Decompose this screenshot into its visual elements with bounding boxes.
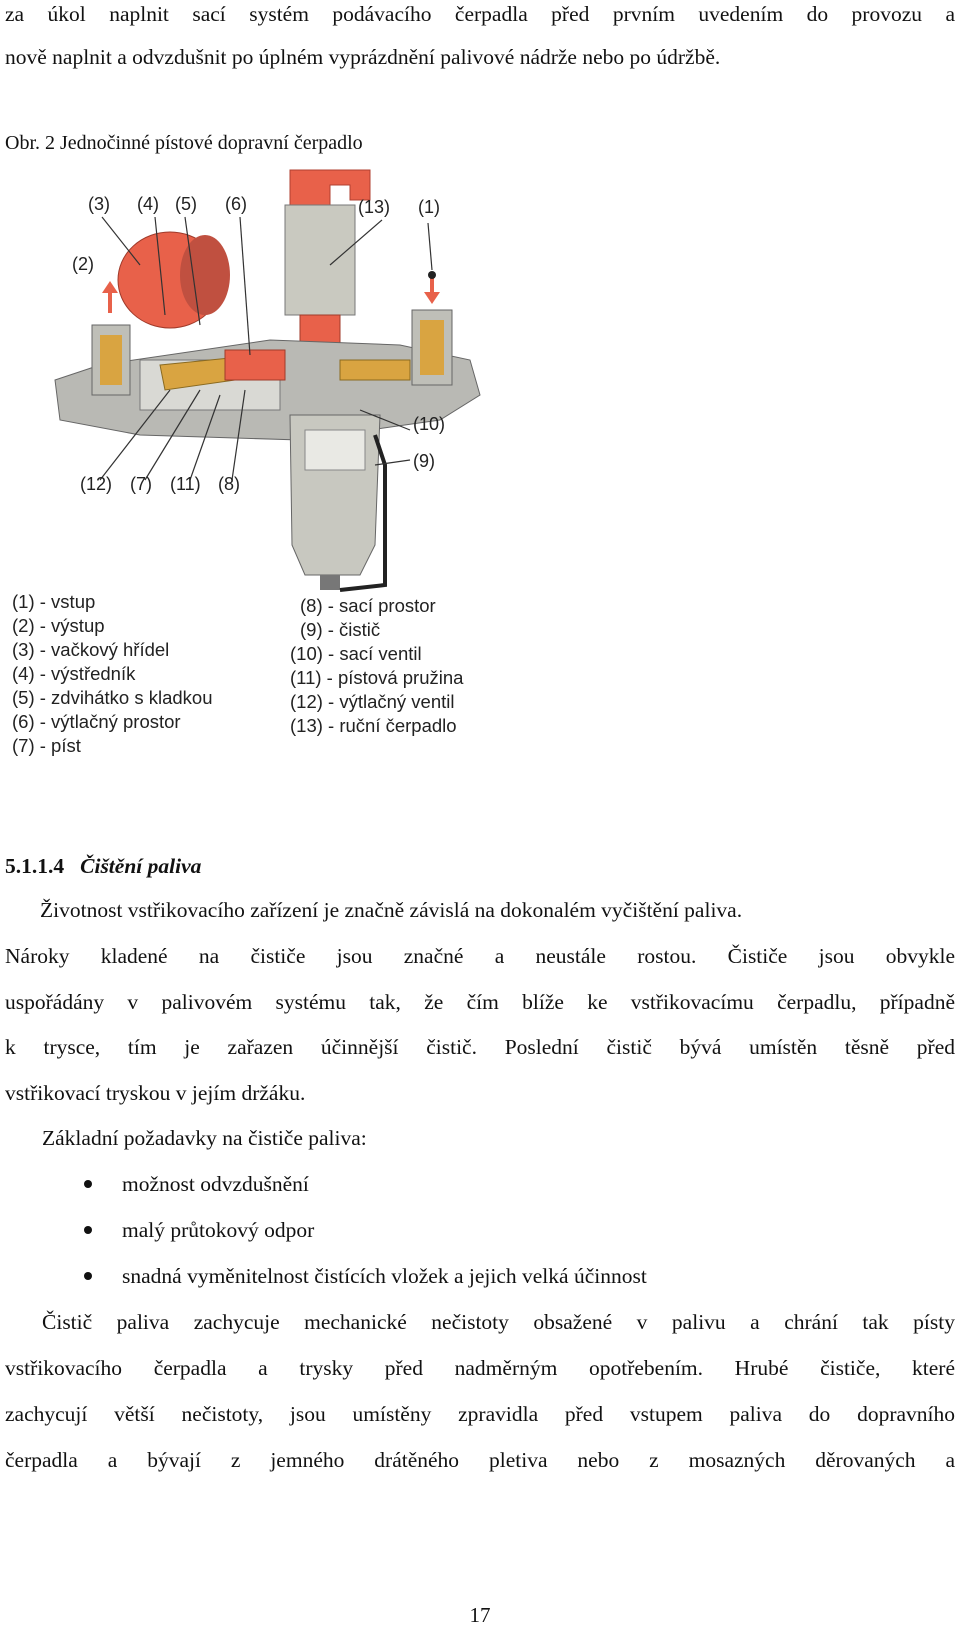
- callout: (6): [225, 194, 247, 214]
- intro-line: za úkol naplnit sací systém podávacího čerpadla před prvním uvedením do provozu a: [5, 2, 955, 26]
- hand-pump-cylinder: [285, 205, 355, 315]
- legend-item: (5) - zdvihátko s kladkou: [12, 687, 213, 708]
- callout: (1): [418, 197, 440, 217]
- figure-caption: Obr. 2 Jednočinné pístové dopravní čerpadlo: [5, 132, 363, 154]
- page-number: 17: [469, 1603, 491, 1627]
- legend-item: (4) - výstředník: [12, 663, 136, 684]
- legend-item: (12) - výtlačný ventil: [290, 691, 455, 712]
- list-item-text: snadná vyměnitelnost čistících vložek a jejich velká účinnost: [122, 1264, 647, 1288]
- list-item: [84, 1216, 314, 1244]
- pump-figure: [0, 165, 535, 805]
- paragraph-line: Čistič paliva zachycuje mechanické nečistoty obsažené v palivu a chrání tak písty: [42, 1310, 955, 1334]
- paragraph-line: k trysce, tím je zařazen účinnější čistič. Poslední čistič bývá umístěn těsně před: [5, 1035, 955, 1059]
- paragraph-line: vstřikovacího čerpadla a trysky před nadměrným opotřebením. Hrubé čističe, které: [5, 1356, 955, 1380]
- callout: (10): [413, 414, 446, 434]
- legend-item: (10) - sací ventil: [290, 643, 422, 664]
- paragraph-line: zachycují větší nečistoty, jsou umístěny zpravidla před vstupem paliva do dopravního: [5, 1402, 955, 1426]
- legend-item: (9) - čistič: [300, 619, 381, 640]
- callout: (4): [137, 194, 159, 214]
- legend-item: (6) - výtlačný prostor: [12, 711, 181, 732]
- legend-item: (13) - ruční čerpadlo: [290, 715, 457, 736]
- callout: (8): [218, 474, 240, 494]
- bullet-icon: [84, 1272, 92, 1280]
- paragraph-line: Nároky kladené na čističe jsou značné a neustále rostou. Čističe jsou obvykle: [5, 944, 955, 968]
- callout: (7): [130, 474, 152, 494]
- callout: (9): [413, 451, 435, 471]
- pump-diagram: [0, 165, 535, 805]
- list-item-text: malý průtokový odpor: [122, 1218, 315, 1242]
- legend-item: (7) - píst: [12, 735, 81, 756]
- paragraph-line: čerpadla a bývají z jemného drátěného pletiva nebo z mosazných děrovaných a: [5, 1448, 955, 1472]
- callout: (3): [88, 194, 110, 214]
- callout: (11): [170, 474, 201, 494]
- legend-item: (2) - výstup: [12, 615, 105, 636]
- intro-line: nově naplnit a odvzdušnit po úplném vyprázdnění palivové nádrže nebo po údržbě.: [5, 45, 721, 69]
- section-number: 5.1.1.4: [5, 854, 65, 878]
- paragraph-line: Životnost vstřikovacího zařízení je značně závislá na dokonalém vyčištění paliva.: [40, 898, 743, 922]
- callout: (5): [175, 194, 197, 214]
- bullet-icon: [84, 1180, 92, 1188]
- list-item-text: možnost odvzdušnění: [122, 1172, 309, 1196]
- paragraph-line: vstřikovací tryskou v jejím držáku.: [5, 1081, 306, 1105]
- callout: (2): [72, 254, 94, 274]
- paragraph-line: uspořádány v palivovém systému tak, že čím blíže ke vstřikovacímu čerpadlu, případně: [5, 990, 955, 1014]
- legend-item: (1) - vstup: [12, 591, 96, 612]
- legend-item: (11) - pístová pružina: [290, 667, 464, 688]
- callout: (12): [80, 474, 113, 494]
- callout: (13): [358, 197, 391, 217]
- legend-item: (3) - vačkový hřídel: [12, 639, 170, 660]
- bullet-icon: [84, 1226, 92, 1234]
- section-title: Čištění paliva: [80, 854, 202, 878]
- list-item: [84, 1170, 309, 1198]
- legend-item: (8) - sací prostor: [300, 595, 436, 616]
- section-heading: [5, 854, 201, 879]
- list-item: [84, 1262, 647, 1290]
- requirements-intro: Základní požadavky na čističe paliva:: [42, 1126, 367, 1150]
